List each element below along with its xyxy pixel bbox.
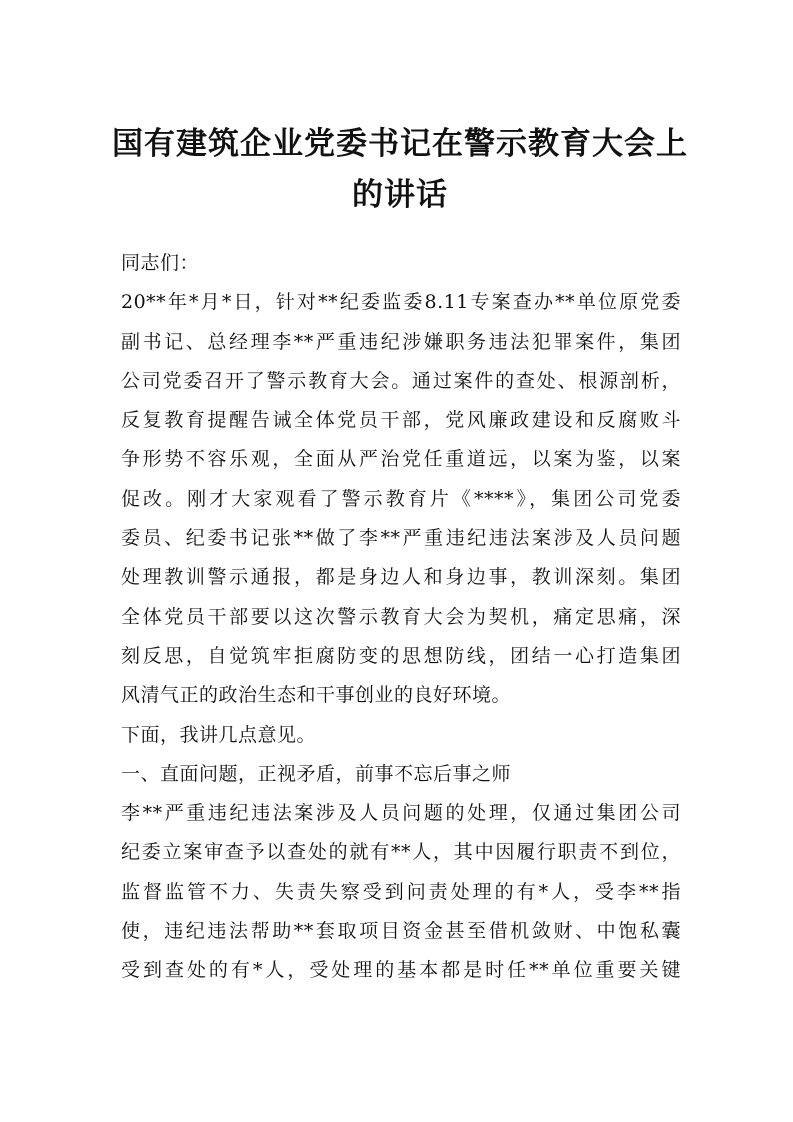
document-body: [121, 244, 681, 991]
paragraph-line: 副书记、总经理李**严重违纪涉嫌职务违法犯罪案件，集团: [121, 330, 681, 353]
document-title-line-2: 的讲话: [352, 177, 448, 213]
salutation: 同志们：: [121, 252, 200, 274]
paragraph-line: 刻反思，自觉筑牢拒腐防变的思想防线，团结一心打造集团: [121, 644, 681, 667]
paragraph-line: 促改。刚才大家观看了警示教育片《****》，集团公司党委: [121, 487, 681, 510]
paragraph-line: 使，违纪违法帮助**套取项目资金甚至借机敛财、中饱私囊: [121, 920, 681, 943]
paragraph-line: 风清气正的政治生态和干事创业的良好环境。: [121, 684, 512, 707]
paragraph-line: 处理教训警示通报，都是身边人和身边事，教训深刻。集团: [121, 566, 681, 589]
paragraph-line: 全体党员干部要以这次警示教育大会为契机，痛定思痛，深: [121, 605, 681, 628]
paragraph-line: 纪委立案审查予以查处的就有**人，其中因履行职责不到位，: [121, 841, 681, 864]
paragraph-line: 监督监管不力、失责失察受到问责处理的有*人，受李**指: [121, 880, 681, 903]
paragraph-line: 公司党委召开了警示教育大会。通过案件的查处、根源剖析，: [121, 369, 681, 392]
paragraph-line: 下面，我讲几点意见。: [121, 723, 317, 746]
paragraph-line: 受到查处的有*人，受处理的基本都是时任**单位重要关键: [121, 959, 681, 982]
document-title-line-1: 国有建筑企业党委书记在警示教育大会上: [112, 126, 688, 162]
section-heading: 一、直面问题，正视矛盾，前事不忘后事之师: [121, 762, 512, 785]
paragraph-line: 李**严重违纪违法案涉及人员问题的处理，仅通过集团公司: [121, 802, 681, 825]
paragraph-line: 争形势不容乐观，全面从严治党任重道远，以案为鉴，以案: [121, 448, 681, 471]
paragraph-line: 反复教育提醒告诫全体党员干部，党风廉政建设和反腐败斗: [121, 409, 681, 432]
paragraph-line: 20**年*月*日，针对**纪委监委8.11专案查办**单位原党委: [121, 291, 681, 314]
paragraph-line: 委员、纪委书记张**做了李**严重违纪违法案涉及人员问题: [121, 527, 681, 550]
